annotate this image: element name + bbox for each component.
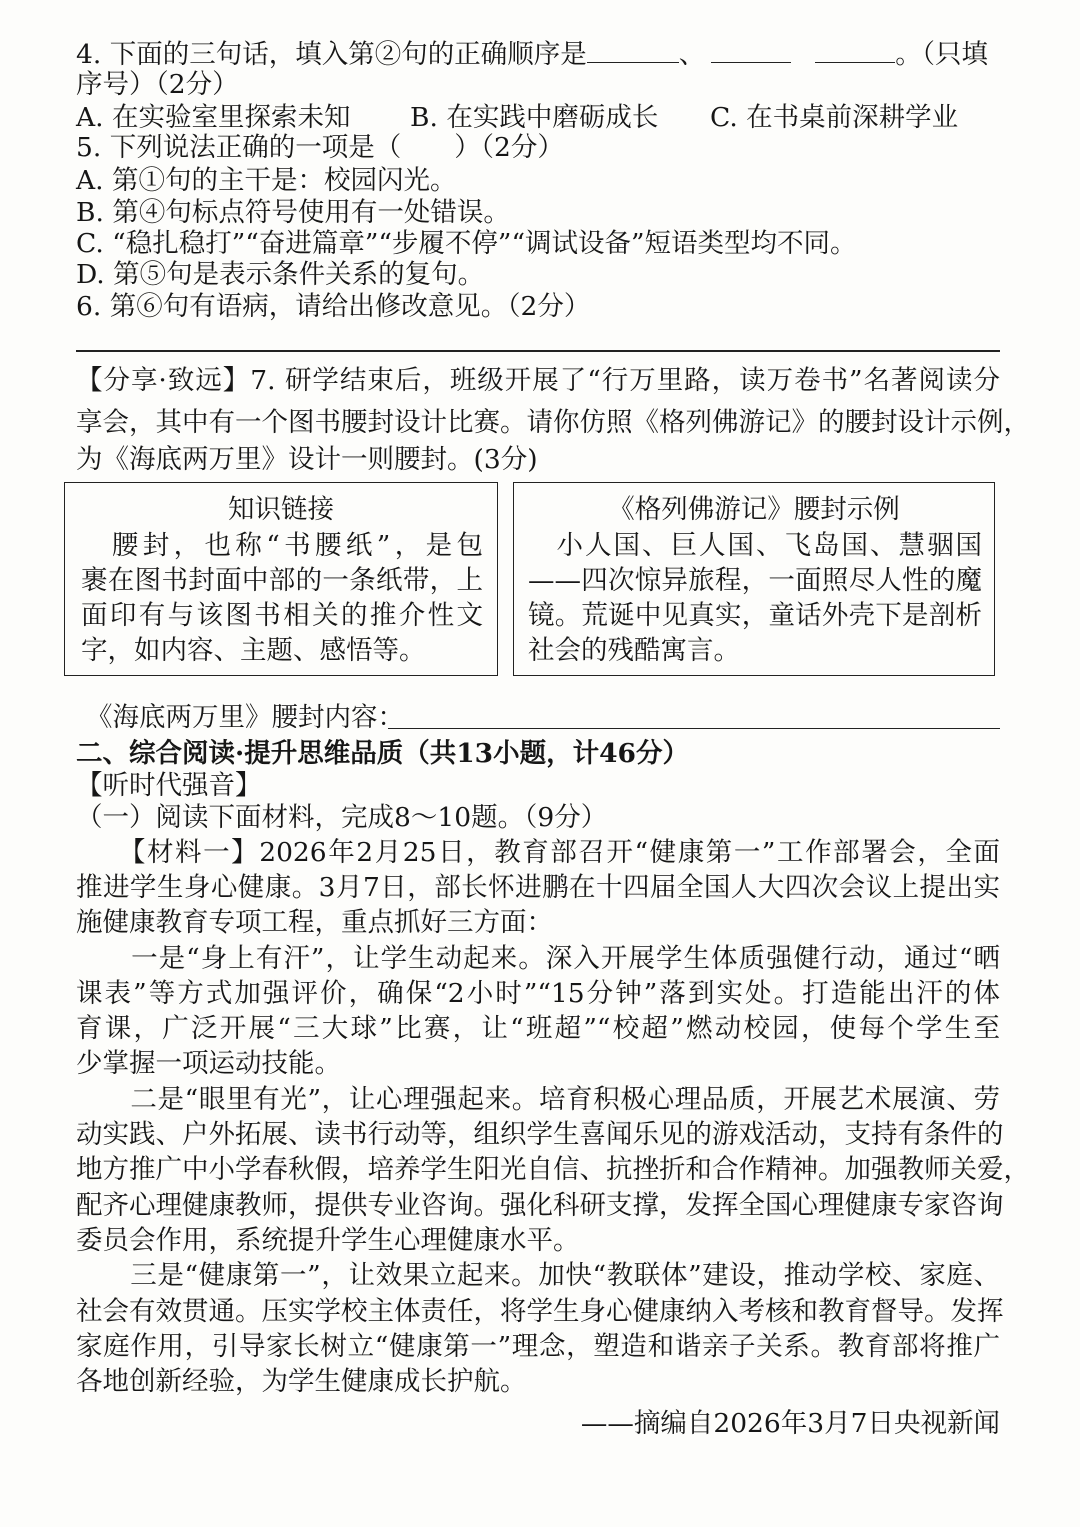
q4-option-a: A. 在实验室里探索未知 bbox=[76, 102, 351, 133]
group1-instruction: （一）阅读下面材料，完成8～10题。（9分） bbox=[76, 802, 608, 833]
material-line: 施健康教育专项工程，重点抓好三方面： bbox=[76, 907, 553, 938]
q4-comma: 、 bbox=[678, 39, 706, 70]
material-line: 二是“眼里有光”，让心理强起来。培育积极心理品质，开展艺术展演、劳 bbox=[76, 1084, 1000, 1115]
q4-blank-1[interactable] bbox=[587, 40, 679, 63]
q5-option-b: B. 第④句标点符号使用有一处错误。 bbox=[76, 197, 510, 228]
knowledge-link-line2: 裹在图书封面中部的一条纸带，上 bbox=[81, 565, 483, 596]
gulliver-example-line2: ——四次惊异旅程，一面照尽人性的魔 bbox=[528, 565, 982, 596]
gulliver-example-title: 《格列佛游记》腰封示例 bbox=[608, 494, 900, 525]
material-line: 三是“健康第一”，让效果立起来。加快“教联体”建设，推动学校、家庭、 bbox=[76, 1260, 1000, 1291]
material-line: 少掌握一项运动技能。 bbox=[76, 1048, 341, 1079]
q4-stem-line2: 序号）（2分） bbox=[76, 69, 239, 100]
material-line: 动实践、户外拓展、读书行动等，组织学生喜闻乐见的游戏活动，支持有条件的 bbox=[76, 1119, 1004, 1150]
q7-line3: 为《海底两万里》设计一则腰封。(3分) bbox=[76, 444, 538, 475]
material-line: 地方推广中小学春秋假，培养学生阳光自信、抗挫折和合作精神。加强教师关爱， bbox=[76, 1154, 1030, 1185]
q7-answer-label: 《海底两万里》腰封内容： bbox=[86, 702, 404, 733]
q5-option-a: A. 第①句的主干是：校园闪光。 bbox=[76, 165, 457, 196]
gulliver-example-line4: 社会的残酷寓言。 bbox=[528, 635, 740, 666]
q4-option-b: B. 在实践中磨砺成长 bbox=[410, 102, 659, 133]
q4-stem-text: 4. 下面的三句话，填入第②句的正确顺序是 bbox=[76, 39, 587, 70]
q7-line2: 享会，其中有一个图书腰封设计比赛。请你仿照《格列佛游记》的腰封设计示例， bbox=[76, 407, 1030, 438]
knowledge-link-line1: 腰封，也称“书腰纸”，是包 bbox=[81, 530, 483, 561]
section-divider bbox=[76, 350, 1000, 352]
knowledge-link-line3: 面印有与该图书相关的推介性文 bbox=[81, 600, 483, 631]
gulliver-example-line1: 小人国、巨人国、飞岛国、慧骃国 bbox=[528, 530, 982, 561]
material-line: 推进学生身心健康。3月7日，部长怀进鹏在十四届全国人大四次会议上提出实 bbox=[76, 872, 1000, 903]
q4-stem-tail: 。（只填 bbox=[895, 39, 988, 70]
source-citation: ——摘编自2026年3月7日央视新闻 bbox=[580, 1408, 1000, 1439]
material-line: 【材料一】2026年2月25日，教育部召开“健康第一”工作部署会，全面 bbox=[76, 837, 1000, 868]
section2-subhead: 【听时代强音】 bbox=[76, 770, 262, 801]
gulliver-example-line3: 镜。荒诞中见真实，童话外壳下是剖析 bbox=[528, 600, 982, 631]
material-line: 配齐心理健康教师，提供专业咨询。强化科研支撑，发挥全国心理健康专家咨询 bbox=[76, 1190, 1004, 1221]
q7-line1: 【分享·致远】7. 研学结束后，班级开展了“行万里路，读万卷书”名著阅读分 bbox=[76, 365, 1000, 396]
material-line: 社会有效贯通。压实学校主体责任，将学生身心健康纳入考核和教育督导。发挥 bbox=[76, 1296, 1004, 1327]
material-line: 课表”等方式加强评价，确保“2小时”“15分钟”落到实处。打造能出汗的体 bbox=[76, 978, 1000, 1009]
q4-option-c: C. 在书桌前深耕学业 bbox=[710, 102, 959, 133]
section2-title: 二、综合阅读·提升思维品质（共13小题，计46分） bbox=[76, 738, 689, 769]
q5-option-c: C. “稳扎稳打”“奋进篇章”“步履不停”“调试设备”短语类型均不同。 bbox=[76, 228, 857, 259]
material-line: 家庭作用，引导家长树立“健康第一”理念，塑造和谐亲子关系。教育部将推广 bbox=[76, 1331, 1000, 1362]
material-line: 委员会作用，系统提升学生心理健康水平。 bbox=[76, 1225, 580, 1256]
material-line: 各地创新经验，为学生健康成长护航。 bbox=[76, 1366, 527, 1397]
knowledge-link-box bbox=[64, 482, 498, 676]
q7-answer-line[interactable] bbox=[388, 728, 1000, 729]
q4-blank-2[interactable] bbox=[711, 40, 791, 63]
q5-stem: 5. 下列说法正确的一项是（ ）（2分） bbox=[76, 132, 564, 163]
q5-option-d: D. 第⑤句是表示条件关系的复句。 bbox=[76, 259, 485, 290]
q4-blank-3[interactable] bbox=[815, 40, 895, 63]
q6-stem: 6. 第⑥句有语病，请给出修改意见。（2分） bbox=[76, 291, 591, 322]
q4-stem-line1 bbox=[76, 38, 988, 72]
material-line: 育课，广泛开展“三大球”比赛，让“班超”“校超”燃动校园，使每个学生至 bbox=[76, 1013, 1000, 1044]
knowledge-link-title: 知识链接 bbox=[228, 494, 334, 525]
knowledge-link-line4: 字，如内容、主题、感悟等。 bbox=[81, 635, 426, 666]
material-line: 一是“身上有汗”，让学生动起来。深入开展学生体质强健行动，通过“晒 bbox=[76, 943, 1000, 974]
gulliver-example-box bbox=[513, 482, 995, 676]
